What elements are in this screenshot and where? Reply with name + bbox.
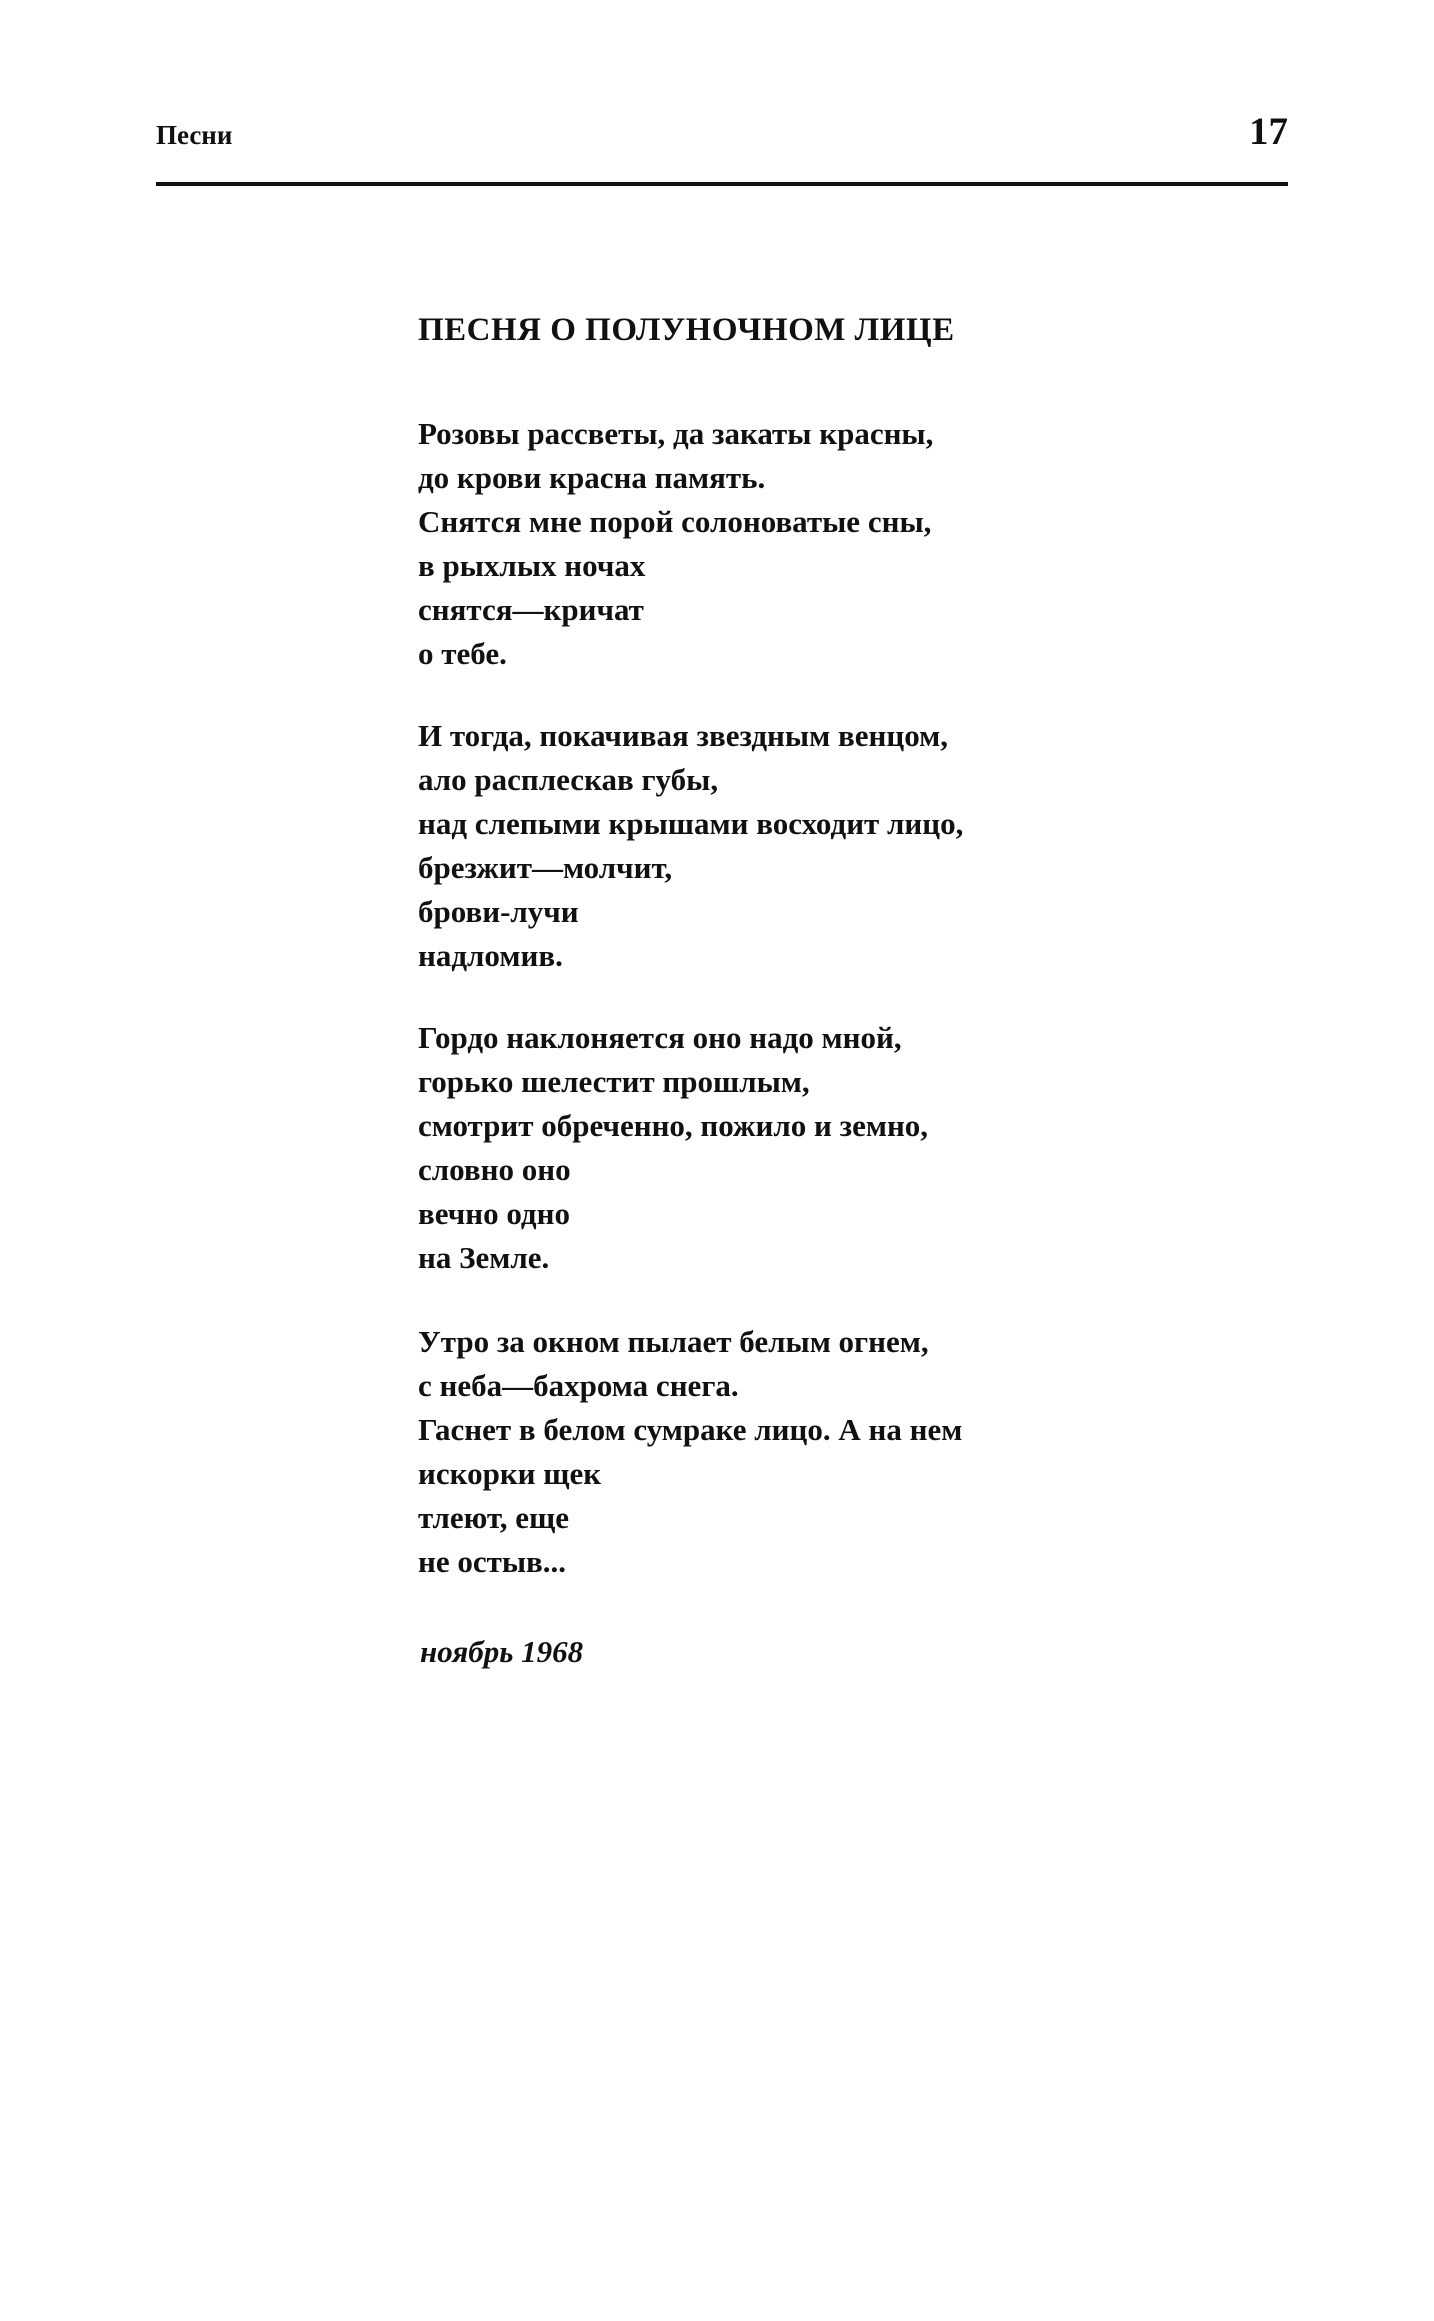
poem-line: надломив.	[418, 938, 563, 973]
poem-line: до крови красна память.	[418, 460, 766, 495]
poem-line: брови-лучи	[418, 894, 579, 929]
stanza-4	[418, 1320, 962, 1584]
poem-line: Гордо наклоняется оно надо мной,	[418, 1020, 902, 1055]
poem-line: в рыхлых ночах	[418, 548, 646, 583]
poem-line: Снятся мне порой солоноватые сны,	[418, 504, 932, 539]
poem-line: с неба—бахрома снега.	[418, 1368, 739, 1403]
poem-line: брезжит—молчит,	[418, 850, 673, 885]
poem-date: ноябрь 1968	[420, 1634, 584, 1669]
poem-line: Розовы рассветы, да закаты красны,	[418, 416, 934, 451]
poem-line: словно оно	[418, 1152, 571, 1187]
stanza-2	[418, 714, 963, 978]
poem-line: над слепыми крышами восходит лицо,	[418, 806, 964, 841]
poem-line: на Земле.	[418, 1240, 550, 1275]
poem-line: смотрит обреченно, пожило и земно,	[418, 1108, 929, 1143]
poem-line: снятся—кричат	[418, 592, 644, 627]
stanza-3	[418, 1016, 928, 1280]
page-number: 17	[1249, 110, 1288, 153]
poem-line: Гаснет в белом сумраке лицо. А на нем	[418, 1412, 963, 1447]
header-rule	[156, 182, 1288, 186]
poem-line: ало расплескав губы,	[418, 762, 719, 797]
poem-line: И тогда, покачивая звездным венцом,	[418, 718, 948, 753]
running-head: Песни	[156, 120, 233, 150]
poem-line: вечно одно	[418, 1196, 570, 1231]
poem-line: тлеют, еще	[418, 1500, 569, 1535]
poem-line: о тебе.	[418, 636, 507, 671]
stanza-1	[418, 412, 933, 676]
poem-title: ПЕСНЯ О ПОЛУНОЧНОМ ЛИЦЕ	[418, 312, 955, 348]
poem-line: не остыв...	[418, 1544, 567, 1579]
poem-line: Утро за окном пылает белым огнем,	[418, 1324, 929, 1359]
poem-line: искорки щек	[418, 1456, 602, 1491]
poem-line: горько шелестит прошлым,	[418, 1064, 810, 1099]
